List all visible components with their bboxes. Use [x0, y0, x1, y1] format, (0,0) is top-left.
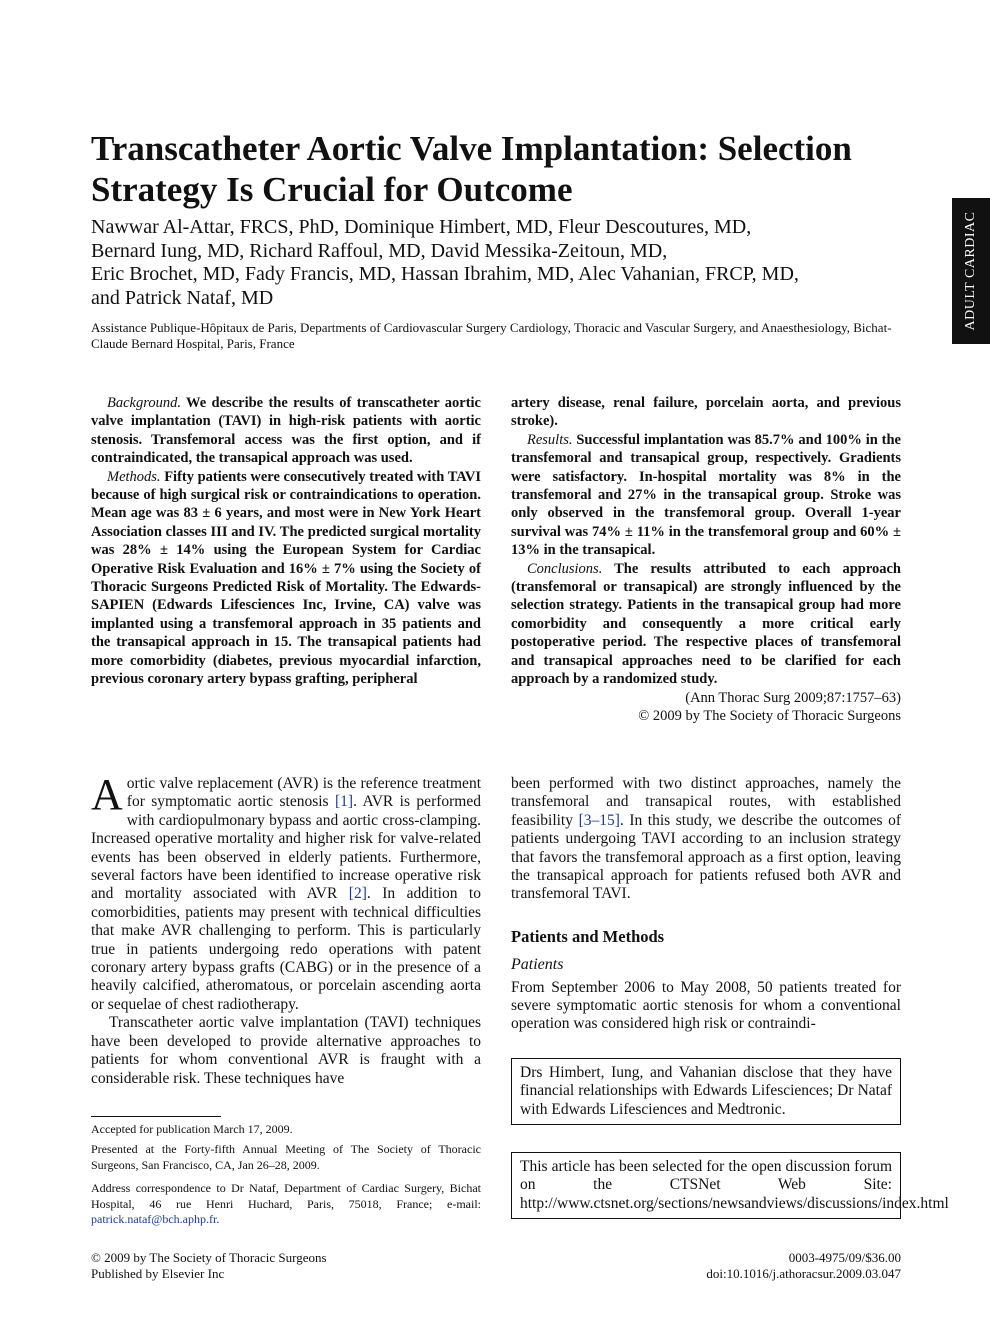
abstract-right-column — [511, 394, 901, 725]
section-side-tab-label: ADULT CARDIAC — [963, 211, 978, 331]
reference-link[interactable]: [1] — [335, 793, 354, 811]
footer-publisher: Published by Elsevier Inc — [91, 1265, 225, 1281]
abstract-label: Methods. — [107, 468, 161, 485]
abstract-conclusions: Conclusions. The results attributed to each approach (transfemoral or transapical) are strongly influenced by the selection strategy. Patients in the transapical group had more comorbidity and consequently a more critical early postoperative period. The respective places of transfemoral and transapical approaches need to be clarified for each approach by a randomized study. — [511, 560, 901, 688]
affiliation: Assistance Publique-Hôpitaux de Paris, Departments of Cardiovascular Surgery Cardiology, Thoracic and Vascular Surgery, and Anaesthesiology, Bichat-Claude Bernard Hospital, Paris, France — [91, 320, 892, 351]
reference-link[interactable]: [2] — [348, 885, 367, 903]
author-line: Eric Brochet, MD, Fady Francis, MD, Hassan Ibrahim, MD, Alec Vahanian, FRCP, MD, — [91, 263, 799, 285]
abstract-label: Results. — [527, 431, 573, 448]
reference-link[interactable]: [3–15] — [578, 811, 620, 829]
footnote-divider — [91, 1116, 221, 1117]
footer-doi: doi:10.1016/j.athoracsur.2009.03.047 — [706, 1265, 901, 1281]
author-line: and Patrick Nataf, MD — [91, 286, 274, 309]
abstract-label: Background. — [107, 395, 181, 411]
abstract-label: Conclusions. — [527, 560, 603, 577]
drop-cap: A — [91, 770, 123, 819]
email-link[interactable]: patrick.nataf@bch.aphp.fr — [91, 1212, 217, 1226]
abstract-methods: Methods. Fifty patients were consecutively treated with TAVI because of high surgical risk or contraindications to operation. Mean age was 83 ± 6 years, and most were in New York Heart Association classes III and IV. The predicted surgical mortality was 28% ± 14% using the European System for Cardiac Operative Risk Evaluation and 16% ± 7% using the Society of Thoracic Surgeons Predicted Risk of Mortality. The Edwards-SAPIEN (Edwards Lifesciences Inc, Irvine, CA) valve was implanted using a transfemoral approach in 35 patients and the transapical approach in 15. The transapical patients had more comorbidity (diabetes, previous myocardial infarction, previous coronary artery bypass grafting, peripheral — [91, 468, 481, 688]
journal-citation: (Ann Thorac Surg 2009;87:1757–63) — [685, 689, 901, 706]
intro-paragraph: Transcatheter aortic valve implantation (TAVI) techniques have been developed to provide alternative approaches to patients for whom conventional AVR is fraught with a considerable risk. These techniques have — [91, 1014, 481, 1087]
author-list — [91, 216, 911, 310]
footnote-address: Address correspondence to Dr Nataf, Department of Cardiac Surgery, Bichat Hospital, 46 rue Henri Huchard, Paris, 75018, France; e-mail: patrick.nataf@bch.aphp.fr. — [91, 1181, 481, 1226]
author-line: Nawwar Al-Attar, FRCS, PhD, Dominique Himbert, MD, Fleur Descoutures, MD, — [91, 216, 752, 238]
author-line: Bernard Iung, MD, Richard Raffoul, MD, David Messika-Zeitoun, MD, — [91, 239, 668, 262]
abstract-background: Background. We describe the results of transcatheter aortic valve implantation (TAVI) in high-risk patients with aortic stenosis. Transfemoral access was the first option, and if contraindicated, the transapical approach was used. — [91, 395, 481, 467]
disclosure-box: Drs Himbert, Iung, and Vahanian disclose that they have financial relationships with Edwards Lifesciences; Dr Nataf with Edwards Lifesciences and Medtronic. — [511, 1058, 901, 1125]
footnote-presented: Presented at the Forty-fifth Annual Meeting of The Society of Thoracic Surgeons, San Francisco, CA, Jan 26–28, 2009. — [91, 1142, 481, 1172]
footer-copyright: © 2009 by The Society of Thoracic Surgeons — [91, 1250, 327, 1265]
section-heading: Patients and Methods — [511, 926, 665, 946]
methods-paragraph: From September 2006 to May 2008, 50 patients treated for severe symptomatic aortic stenosis for whom a conventional operation was considered high risk or contraindi- — [511, 978, 901, 1033]
intro-paragraph: been performed with two distinct approaches, namely the transfemoral and transapical routes, with established feasibility [3–15]. In this study, we describe the outcomes of patients undergoing TAVI according to an inclusion strategy that favors the transfemoral approach as a first option, leaving the transapical approach for patients refused both AVR and transfemoral TAVI. — [511, 775, 901, 903]
abstract-results: Results. Successful implantation was 85.7% and 100% in the transfemoral and transapical group, respectively. Gradients were satisfactory. In-hospital mortality was 8% in the transfemoral and 27% in the transapical group. Stroke was only observed in the transfemoral group. Overall 1-year survival was 74% ± 11% in the transfemoral group and 60% ± 13% in the transapical. — [511, 431, 901, 559]
footer-right — [600, 1250, 901, 1281]
abstract-left-column — [91, 394, 481, 689]
abstract-copyright: © 2009 by The Society of Thoracic Surgeons — [638, 707, 901, 724]
footer-left — [91, 1250, 491, 1281]
body-left-column — [91, 770, 481, 1088]
section-side-tab — [952, 198, 990, 344]
intro-paragraph: Aortic valve replacement (AVR) is the reference treatment for symptomatic aortic stenosis [1]. AVR is performed with cardiopulmonary bypass and aortic cross-clamping. Increased operative mortality and higher risk for valve-related events has been observed in elderly patients. Furthermore, several factors have been identified to increase operative risk and mortality associated with AVR [2]. In addition to comorbidities, patients may present with technical difficulties that make AVR challenging to perform. This is particularly true in patients undergoing redo operations with patent coronary artery bypass grafts (CABG) or in the presence of a heavily calcified, atheromatous, or porcelain ascending aorta or sequelae of chest radiotherapy. — [91, 770, 481, 1013]
footer-issn: 0003-4975/09/$36.00 — [788, 1250, 901, 1265]
body-right-column — [511, 775, 901, 1034]
subsection-heading: Patients — [511, 956, 564, 974]
footnote-accepted: Accepted for publication March 17, 2009. — [91, 1122, 293, 1136]
abstract-methods-continued: artery disease, renal failure, porcelain aorta, and previous stroke). — [511, 395, 901, 430]
article-title: Transcatheter Aortic Valve Implantation: Selection Strategy Is Crucial for Outcome — [91, 129, 852, 209]
ctsnet-link[interactable]: http://www.ctsnet.org/sections/newsandviews/discussions/index.html — [520, 1194, 949, 1212]
discussion-box: This article has been selected for the open discussion forum on the CTSNet Web Site: http://www.ctsnet.org/sections/newsandviews/discussions/index.html — [511, 1152, 901, 1219]
